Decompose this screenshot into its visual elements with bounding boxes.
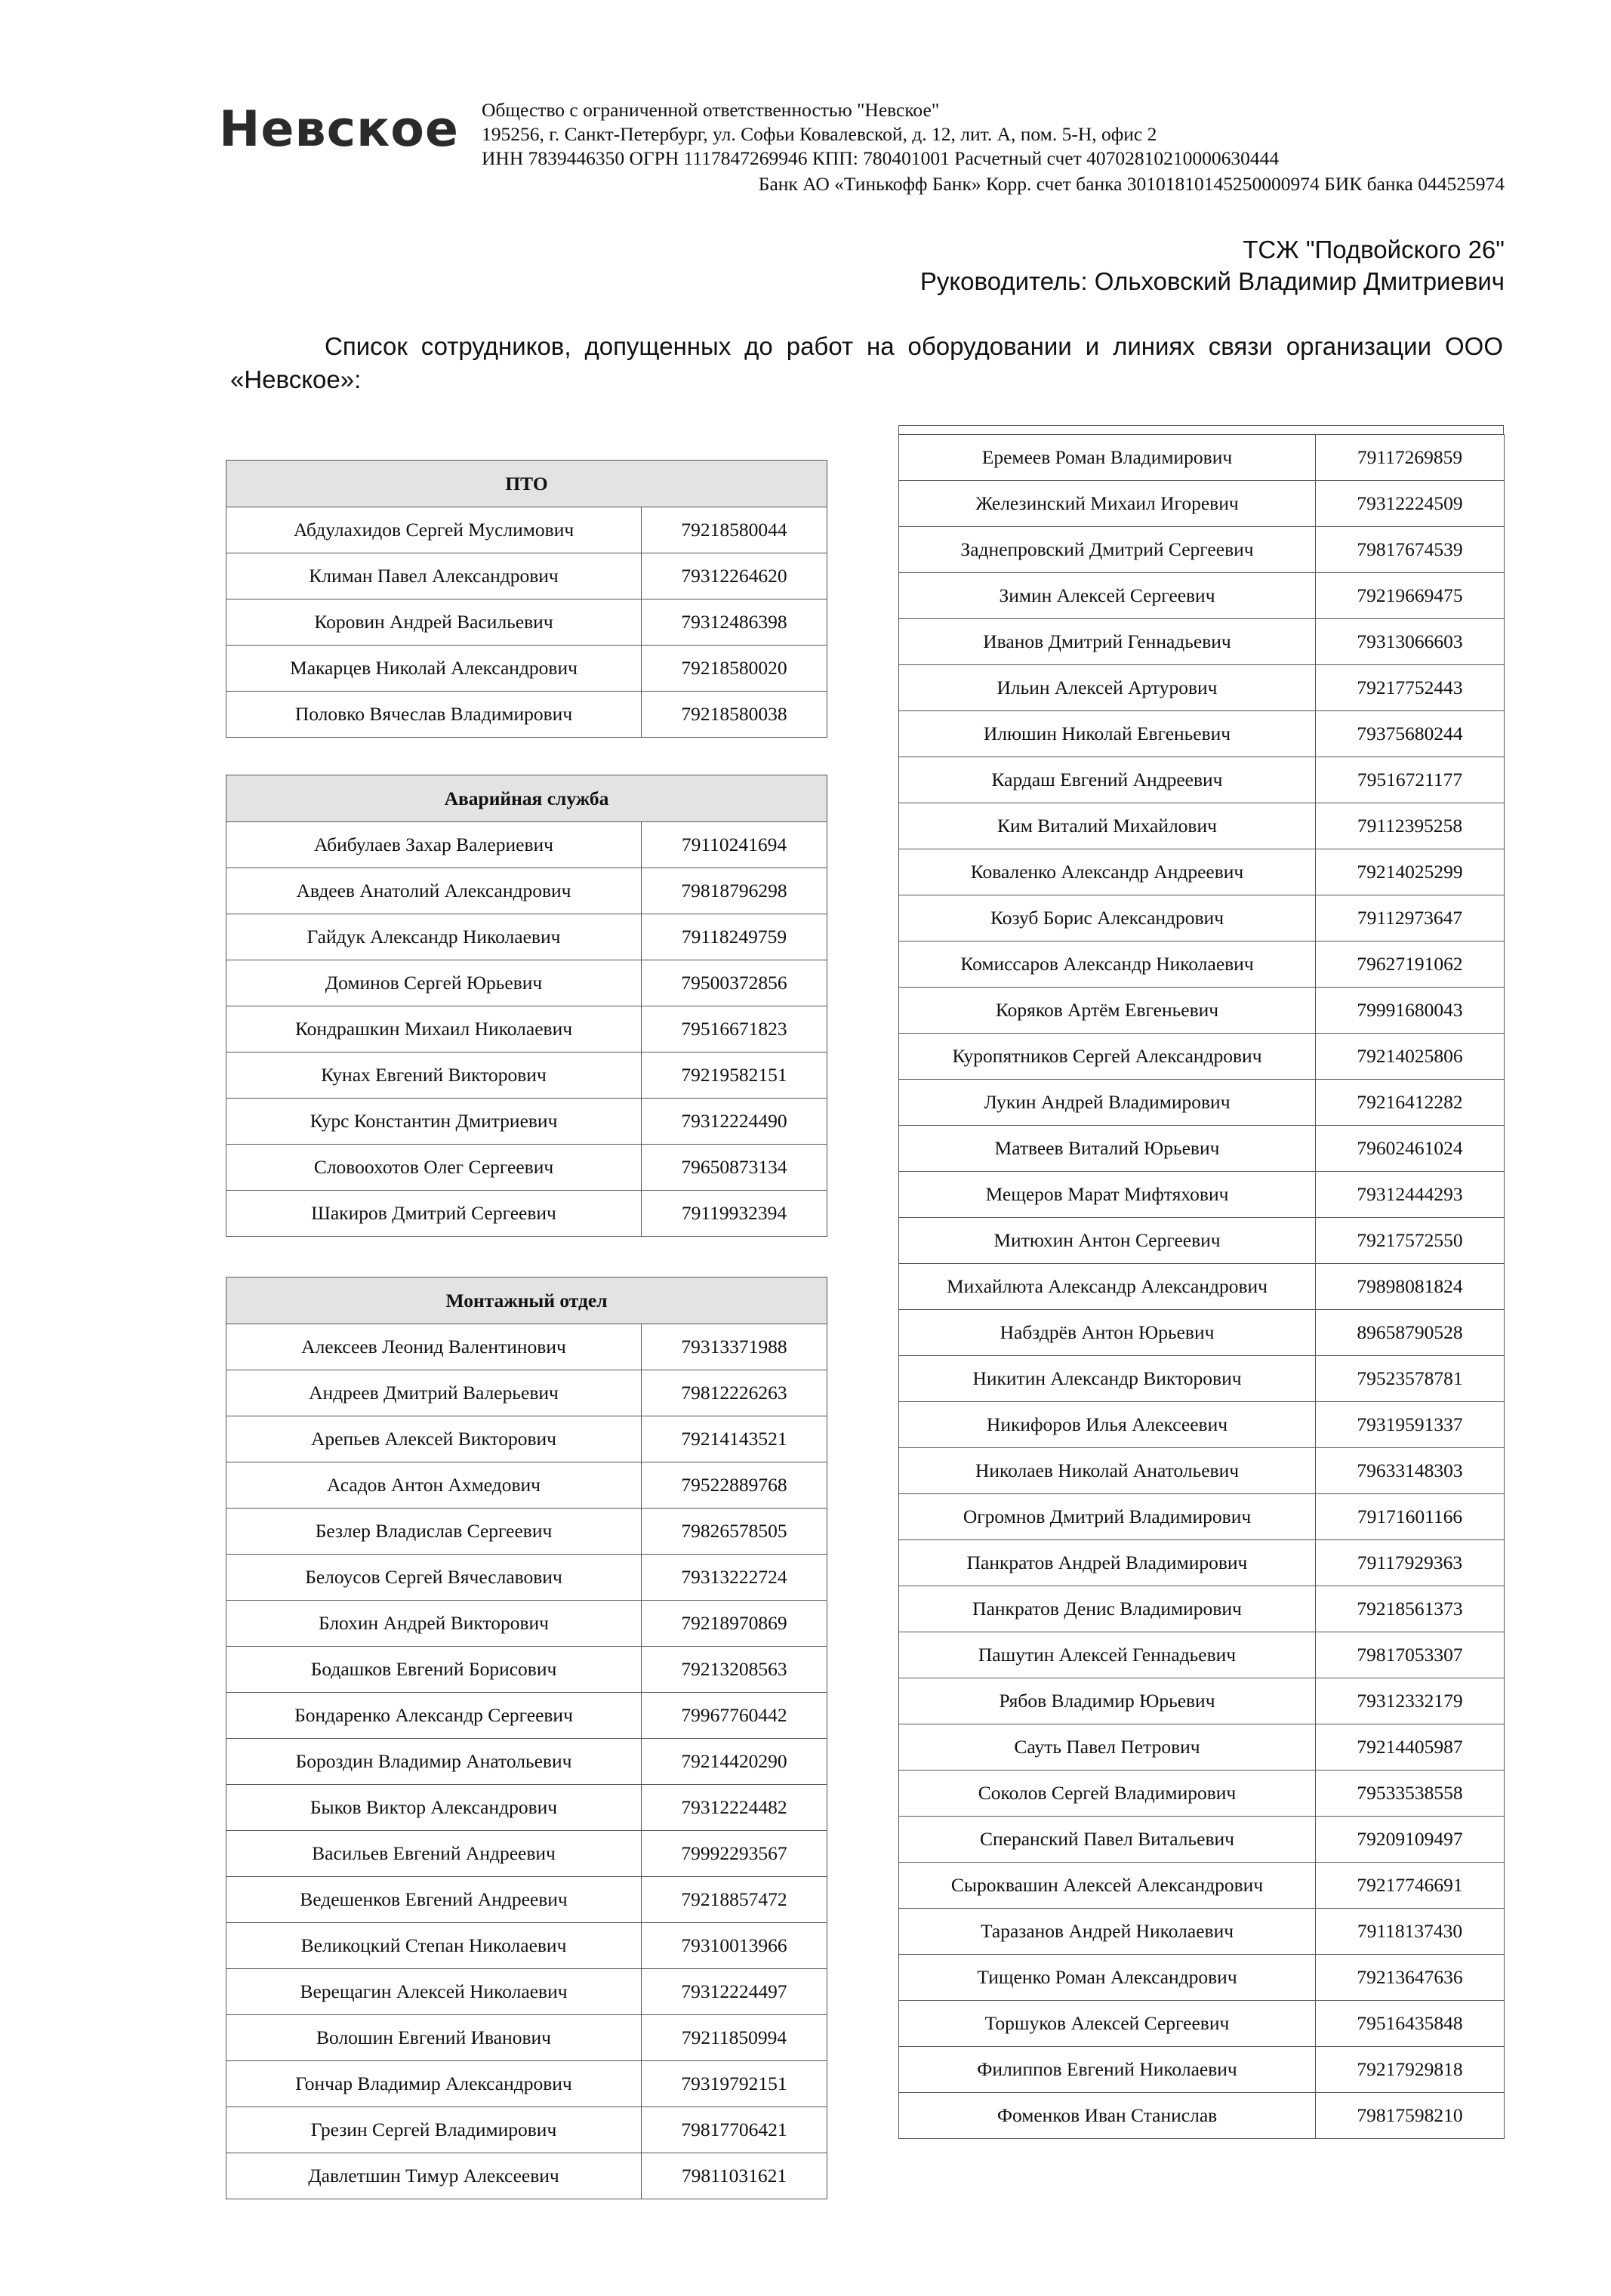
employee-name: Огромнов Дмитрий Владимирович — [899, 1494, 1316, 1540]
table-row — [899, 1264, 1505, 1310]
employee-name: Коваленко Александр Андреевич — [899, 849, 1316, 895]
employee-phone: 79817598210 — [1316, 2093, 1505, 2139]
employee-phone: 79313066603 — [1316, 619, 1505, 665]
continuation-table-top-border — [898, 425, 1504, 434]
company-logo: Невское — [219, 101, 460, 158]
table-row — [899, 711, 1505, 757]
employee-phone: 79217746691 — [1316, 1863, 1505, 1909]
employee-phone: 79312486398 — [642, 599, 827, 646]
employee-phone: 79217929818 — [1316, 2047, 1505, 2093]
employee-phone: 79118249759 — [642, 914, 827, 960]
table-row — [899, 1724, 1505, 1771]
employee-name: Быков Виктор Александрович — [226, 1785, 642, 1831]
employee-phone: 79310013966 — [642, 1923, 827, 1969]
employee-phone: 79218580038 — [642, 692, 827, 738]
table-row — [899, 1356, 1505, 1402]
employee-phone: 79218970869 — [642, 1601, 827, 1647]
recipient-block — [920, 234, 1505, 297]
employee-phone: 79633148303 — [1316, 1448, 1505, 1494]
table-row — [899, 1678, 1505, 1724]
employee-name: Митюхин Антон Сергеевич — [899, 1218, 1316, 1264]
employee-name: Мещеров Марат Мифтяхович — [899, 1172, 1316, 1218]
employee-name: Васильев Евгений Андреевич — [226, 1831, 642, 1877]
employee-name: Давлетшин Тимур Алексеевич — [226, 2153, 642, 2199]
table-row — [899, 2093, 1505, 2139]
employee-name: Тищенко Роман Александрович — [899, 1955, 1316, 2001]
employee-name: Николаев Николай Анатольевич — [899, 1448, 1316, 1494]
employee-phone: 79118137430 — [1316, 1909, 1505, 1955]
employee-phone: 79313222724 — [642, 1555, 827, 1601]
table-row — [226, 2061, 827, 2107]
employee-phone: 79602461024 — [1316, 1126, 1505, 1172]
employee-name: Ким Виталий Михайлович — [899, 803, 1316, 849]
employee-name: Грезин Сергей Владимирович — [226, 2107, 642, 2153]
employee-name: Сперанский Павел Витальевич — [899, 1817, 1316, 1863]
employee-name: Волошин Евгений Иванович — [226, 2015, 642, 2061]
employee-phone: 79312224509 — [1316, 481, 1505, 527]
company-bank-line: Банк АО «Тинькофф Банк» Корр. счет банка 30101810145250000974 БИК банка 044525974 — [758, 173, 1505, 195]
employee-phone: 79516721177 — [1316, 757, 1505, 803]
employee-name: Кунах Евгений Викторович — [226, 1052, 642, 1099]
employee-name: Курс Константин Дмитриевич — [226, 1099, 642, 1145]
employee-name: Рябов Владимир Юрьевич — [899, 1678, 1316, 1724]
employee-phone: 79312264620 — [642, 553, 827, 599]
employee-name: Соколов Сергей Владимирович — [899, 1771, 1316, 1817]
table-row — [226, 1831, 827, 1877]
section-title: Монтажный отдел — [226, 1277, 827, 1324]
company-name-line: Общество с ограниченной ответственностью "Невское" — [482, 99, 940, 121]
table-row — [226, 1601, 827, 1647]
table-row — [899, 1863, 1505, 1909]
employee-name: Макарцев Николай Александрович — [226, 646, 642, 692]
table-row — [899, 895, 1505, 942]
table-row — [226, 1647, 827, 1693]
employee-name: Сауть Павел Петрович — [899, 1724, 1316, 1771]
employee-phone: 79533538558 — [1316, 1771, 1505, 1817]
table-row — [226, 1509, 827, 1555]
table-row — [899, 942, 1505, 988]
employee-phone: 79112973647 — [1316, 895, 1505, 942]
table-row — [899, 1126, 1505, 1172]
employee-phone: 79500372856 — [642, 960, 827, 1006]
table-row — [226, 1923, 827, 1969]
employee-phone: 79992293567 — [642, 1831, 827, 1877]
employee-phone: 79219669475 — [1316, 573, 1505, 619]
table-row — [226, 868, 827, 914]
employee-name: Белоусов Сергей Вячеславович — [226, 1555, 642, 1601]
table-row — [226, 1099, 827, 1145]
employee-phone: 79218561373 — [1316, 1586, 1505, 1632]
employee-name: Набздрёв Антон Юрьевич — [899, 1310, 1316, 1356]
employee-phone: 79817053307 — [1316, 1632, 1505, 1678]
employee-name: Пашутин Алексей Геннадьевич — [899, 1632, 1316, 1678]
employee-name: Лукин Андрей Владимирович — [899, 1080, 1316, 1126]
table-row — [226, 692, 827, 738]
employee-name: Илюшин Николай Евгеньевич — [899, 711, 1316, 757]
employee-name: Безлер Владислав Сергеевич — [226, 1509, 642, 1555]
employee-name: Сыроквашин Алексей Александрович — [899, 1863, 1316, 1909]
employee-phone: 79522889768 — [642, 1462, 827, 1509]
employee-name: Авдеев Анатолий Александрович — [226, 868, 642, 914]
employee-phone: 79375680244 — [1316, 711, 1505, 757]
table-row — [899, 481, 1505, 527]
employee-phone: 79217752443 — [1316, 665, 1505, 711]
employee-phone: 79209109497 — [1316, 1817, 1505, 1863]
table-row — [226, 1462, 827, 1509]
employee-name: Филиппов Евгений Николаевич — [899, 2047, 1316, 2093]
table-row — [226, 2107, 827, 2153]
employee-name: Коряков Артём Евгеньевич — [899, 988, 1316, 1034]
table-row — [226, 2015, 827, 2061]
table-row — [899, 1080, 1505, 1126]
employee-name: Доминов Сергей Юрьевич — [226, 960, 642, 1006]
employee-phone: 79214420290 — [642, 1739, 827, 1785]
employee-name: Ильин Алексей Артурович — [899, 665, 1316, 711]
table-row — [226, 914, 827, 960]
employee-phone: 79826578505 — [642, 1509, 827, 1555]
employee-name: Никитин Александр Викторович — [899, 1356, 1316, 1402]
employee-phone: 79119932394 — [642, 1191, 827, 1237]
employee-name: Михайлюта Александр Александрович — [899, 1264, 1316, 1310]
employee-name: Гайдук Александр Николаевич — [226, 914, 642, 960]
employee-name: Торшуков Алексей Сергеевич — [899, 2001, 1316, 2047]
table-row — [899, 2047, 1505, 2093]
employee-phone: 79516671823 — [642, 1006, 827, 1052]
employee-name: Бодашков Евгений Борисович — [226, 1647, 642, 1693]
table-row — [226, 507, 827, 553]
table-row — [899, 1218, 1505, 1264]
employee-name: Еремеев Роман Владимирович — [899, 435, 1316, 481]
employee-phone: 79214143521 — [642, 1416, 827, 1462]
employee-phone: 79117269859 — [1316, 435, 1505, 481]
table-row — [226, 822, 827, 868]
employee-name: Комиссаров Александр Николаевич — [899, 942, 1316, 988]
intro-paragraph: Список сотрудников, допущенных до работ на оборудовании и линиях связи организации ООО «Невское»: — [230, 332, 1503, 393]
employee-name: Иванов Дмитрий Геннадьевич — [899, 619, 1316, 665]
employee-name: Кардаш Евгений Андреевич — [899, 757, 1316, 803]
employee-phone: 79313371988 — [642, 1324, 827, 1370]
table-row — [226, 1739, 827, 1785]
employee-phone: 79312332179 — [1316, 1678, 1505, 1724]
table-row — [899, 619, 1505, 665]
table-row — [899, 757, 1505, 803]
table-row — [899, 1586, 1505, 1632]
employee-phone: 79211850994 — [642, 2015, 827, 2061]
table-row — [899, 988, 1505, 1034]
table-row — [226, 1145, 827, 1191]
employee-name: Никифоров Илья Алексеевич — [899, 1402, 1316, 1448]
employee-phone: 79214405987 — [1316, 1724, 1505, 1771]
table-row — [226, 1324, 827, 1370]
employee-phone: 79523578781 — [1316, 1356, 1505, 1402]
employee-name: Панкратов Андрей Владимирович — [899, 1540, 1316, 1586]
table-row — [226, 1785, 827, 1831]
table-row — [899, 1955, 1505, 2001]
section-table-installation — [226, 1277, 827, 2199]
section-title: Аварийная служба — [226, 775, 827, 822]
employee-phone: 79312444293 — [1316, 1172, 1505, 1218]
employee-name: Гончар Владимир Александрович — [226, 2061, 642, 2107]
table-row — [899, 2001, 1505, 2047]
employee-name: Матвеев Виталий Юрьевич — [899, 1126, 1316, 1172]
employee-name: Фоменков Иван Станислав — [899, 2093, 1316, 2139]
recipient-org: ТСЖ "Подвойского 26" — [1243, 236, 1505, 264]
employee-phone: 79627191062 — [1316, 942, 1505, 988]
employee-name: Абдулахидов Сергей Муслимович — [226, 507, 642, 553]
employee-name: Алексеев Леонид Валентинович — [226, 1324, 642, 1370]
employee-phone: 79214025299 — [1316, 849, 1505, 895]
employee-name: Коровин Андрей Васильевич — [226, 599, 642, 646]
table-row — [899, 1540, 1505, 1586]
company-address-line: 195256, г. Санкт-Петербург, ул. Софьи Ковалевской, д. 12, лит. А, пом. 5-Н, офис 2 — [482, 123, 1157, 145]
employee-name: Великоцкий Степан Николаевич — [226, 1923, 642, 1969]
section-table-pto — [226, 460, 827, 738]
employee-name: Блохин Андрей Викторович — [226, 1601, 642, 1647]
employee-phone: 79967760442 — [642, 1693, 827, 1739]
table-row — [226, 1877, 827, 1923]
employee-phone: 79112395258 — [1316, 803, 1505, 849]
employee-phone: 79217572550 — [1316, 1218, 1505, 1264]
table-row — [899, 665, 1505, 711]
employee-name: Асадов Антон Ахмедович — [226, 1462, 642, 1509]
employee-phone: 79218857472 — [642, 1877, 827, 1923]
employee-phone: 79319792151 — [642, 2061, 827, 2107]
table-row — [899, 1310, 1505, 1356]
employee-name: Кондрашкин Михаил Николаевич — [226, 1006, 642, 1052]
recipient-head: Руководитель: Ольховский Владимир Дмитриевич — [919, 267, 1505, 295]
table-row — [899, 527, 1505, 573]
employee-name: Бороздин Владимир Анатольевич — [226, 1739, 642, 1785]
employee-name: Верещагин Алексей Николаевич — [226, 1969, 642, 2015]
table-row — [226, 1555, 827, 1601]
employee-phone: 79650873134 — [642, 1145, 827, 1191]
employee-phone: 79991680043 — [1316, 988, 1505, 1034]
table-row — [226, 1370, 827, 1416]
employee-phone: 89658790528 — [1316, 1310, 1505, 1356]
employee-name: Железинский Михаил Игоревич — [899, 481, 1316, 527]
employee-name: Заднепровский Дмитрий Сергеевич — [899, 527, 1316, 573]
table-row — [226, 1693, 827, 1739]
table-row — [226, 553, 827, 599]
table-row — [899, 1448, 1505, 1494]
employee-phone: 79818796298 — [642, 868, 827, 914]
section-table-emergency — [226, 775, 827, 1237]
table-row — [899, 849, 1505, 895]
employee-phone: 79312224497 — [642, 1969, 827, 2015]
employee-phone: 79312224482 — [642, 1785, 827, 1831]
employee-name: Андреев Дмитрий Валерьевич — [226, 1370, 642, 1416]
employee-name: Куропятников Сергей Александрович — [899, 1034, 1316, 1080]
employee-name: Бондаренко Александр Сергеевич — [226, 1693, 642, 1739]
employee-phone: 79817706421 — [642, 2107, 827, 2153]
table-row — [899, 1771, 1505, 1817]
employee-phone: 79218580020 — [642, 646, 827, 692]
table-row — [899, 1632, 1505, 1678]
employee-phone: 79171601166 — [1316, 1494, 1505, 1540]
employee-name: Панкратов Денис Владимирович — [899, 1586, 1316, 1632]
table-row — [226, 1052, 827, 1099]
employee-phone: 79811031621 — [642, 2153, 827, 2199]
table-row — [226, 960, 827, 1006]
employee-name: Зимин Алексей Сергеевич — [899, 573, 1316, 619]
employee-name: Таразанов Андрей Николаевич — [899, 1909, 1316, 1955]
table-row — [899, 803, 1505, 849]
employee-phone: 79218580044 — [642, 507, 827, 553]
employee-phone: 79812226263 — [642, 1370, 827, 1416]
table-row — [899, 573, 1505, 619]
employee-name: Климан Павел Александрович — [226, 553, 642, 599]
employee-phone: 79110241694 — [642, 822, 827, 868]
continuation-table — [898, 434, 1505, 2139]
table-row — [226, 2153, 827, 2199]
table-row — [226, 1006, 827, 1052]
employee-phone: 79898081824 — [1316, 1264, 1505, 1310]
employee-phone: 79216412282 — [1316, 1080, 1505, 1126]
employee-phone: 79817674539 — [1316, 527, 1505, 573]
table-row — [899, 1402, 1505, 1448]
employee-name: Ведешенков Евгений Андреевич — [226, 1877, 642, 1923]
employee-name: Словоохотов Олег Сергеевич — [226, 1145, 642, 1191]
table-row — [899, 435, 1505, 481]
employee-phone: 79219582151 — [642, 1052, 827, 1099]
employee-name: Шакиров Дмитрий Сергеевич — [226, 1191, 642, 1237]
company-requisites-line: ИНН 7839446350 ОГРН 1117847269946 КПП: 780401001 Расчетный счет 40702810210000630444 — [482, 147, 1280, 169]
employee-phone: 79516435848 — [1316, 2001, 1505, 2047]
table-row — [226, 1416, 827, 1462]
employee-phone: 79312224490 — [642, 1099, 827, 1145]
table-row — [899, 1172, 1505, 1218]
employee-name: Козуб Борис Александрович — [899, 895, 1316, 942]
table-row — [226, 1191, 827, 1237]
section-title: ПТО — [226, 461, 827, 507]
table-row — [899, 1494, 1505, 1540]
employee-phone: 79213208563 — [642, 1647, 827, 1693]
employee-name: Абибулаев Захар Валериевич — [226, 822, 642, 868]
table-row — [899, 1909, 1505, 1955]
table-row — [226, 1969, 827, 2015]
employee-phone: 79214025806 — [1316, 1034, 1505, 1080]
table-row — [899, 1817, 1505, 1863]
table-row — [226, 599, 827, 646]
table-row — [226, 646, 827, 692]
employee-name: Половко Вячеслав Владимирович — [226, 692, 642, 738]
employee-phone: 79213647636 — [1316, 1955, 1505, 2001]
employee-phone: 79117929363 — [1316, 1540, 1505, 1586]
table-row — [899, 1034, 1505, 1080]
employee-name: Арепьев Алексей Викторович — [226, 1416, 642, 1462]
employee-phone: 79319591337 — [1316, 1402, 1505, 1448]
